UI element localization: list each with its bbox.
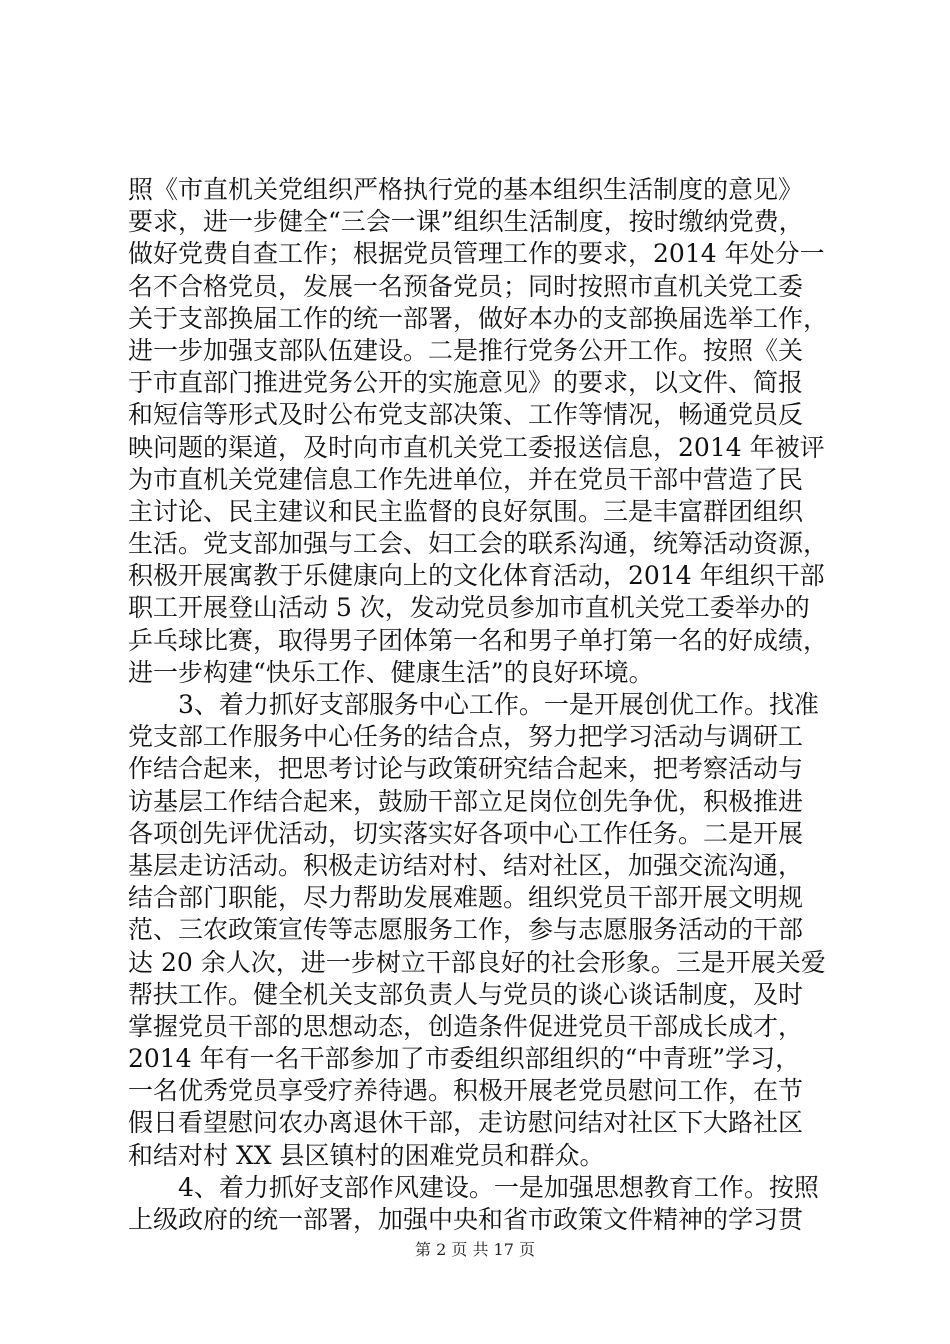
text-line: 名不合格党员，发展一名预备党员；同时按照市直机关党工委	[128, 271, 804, 301]
text-line: 为市直机关党建信息工作先进单位，并在党员干部中营造了民	[128, 464, 804, 494]
body-text	[128, 174, 840, 1236]
text-line: 做好党费自查工作；根据党员管理工作的要求，2014 年处分一	[128, 239, 825, 269]
text-line: 主讨论、民主建议和民主监督的良好氛围。三是丰富群团组织	[128, 496, 804, 526]
page-number-label: 第 2 页 共 17 页	[415, 1240, 535, 1259]
text-line: 和短信等形式及时公布党支部决策、工作等情况，畅通党员反	[128, 400, 804, 430]
text-line: 帮扶工作。健全机关支部负责人与党员的谈心谈话制度，及时	[128, 979, 804, 1009]
text-line: 党支部工作服务中心任务的结合点，努力把学习活动与调研工	[128, 722, 804, 752]
text-line: 要求，进一步健全“三会一课”组织生活制度，按时缴纳党费，	[128, 207, 804, 237]
text-line: 积极开展寓教于乐健康向上的文化体育活动，2014 年组织干部	[128, 561, 825, 591]
text-line: 基层走访活动。积极走访结对村、结对社区，加强交流沟通，	[128, 850, 804, 880]
text-line: 和结对村 XX 县区镇村的困难党员和群众。	[128, 1140, 605, 1170]
text-line: 假日看望慰问农办离退休干部，走访慰问结对社区下大路社区	[128, 1108, 804, 1138]
text-line: 乒乓球比赛，取得男子团体第一名和男子单打第一名的好成绩，	[128, 625, 829, 655]
text-line: 生活。党支部加强与工会、妇工会的联系沟通，统筹活动资源，	[128, 529, 829, 559]
text-line: 3、着力抓好支部服务中心工作。一是开展创优工作。找准	[128, 690, 819, 719]
text-line: 掌握党员干部的思想动态，创造条件促进党员干部成长成才，	[128, 1011, 804, 1041]
text-line: 达 20 余人次，进一步树立干部良好的社会形象。三是开展关爱	[128, 947, 826, 977]
text-line: 访基层工作结合起来，鼓励干部立足岗位创先争优，积极推进	[128, 786, 804, 816]
text-line: 上级政府的统一部署，加强中央和省市政策文件精神的学习贯	[128, 1205, 804, 1234]
text-line: 进一步构建“快乐工作、健康生活”的良好环境。	[128, 657, 654, 687]
text-line: 关于支部换届工作的统一部署，做好本办的支部换届选举工作，	[128, 303, 829, 333]
text-line: 范、三农政策宣传等志愿服务工作，参与志愿服务活动的干部	[128, 915, 804, 945]
text-line: 各项创先评优活动，切实落实好各项中心工作任务。二是开展	[128, 818, 804, 848]
text-line: 一名优秀党员享受疗养待遇。积极开展老党员慰问工作，在节	[128, 1076, 804, 1106]
text-line: 2014 年有一名干部参加了市委组织部组织的“中青班”学习，	[128, 1044, 801, 1074]
text-line: 于市直部门推进党务公开的实施意见》的要求，以文件、简报	[128, 368, 804, 398]
text-line: 职工开展登山活动 5 次，发动党员参加市直机关党工委举办的	[128, 593, 810, 623]
text-line: 进一步加强支部队伍建设。二是推行党务公开工作。按照《关	[128, 335, 804, 365]
text-line: 照《市直机关党组织严格执行党的基本组织生活制度的意见》	[128, 175, 804, 204]
text-line: 结合部门职能，尽力帮助发展难题。组织党员干部开展文明规	[128, 883, 804, 913]
text-line: 映问题的渠道，及时向市直机关党工委报送信息，2014 年被评	[128, 432, 825, 462]
text-line: 4、着力抓好支部作风建设。一是加强思想教育工作。按照	[128, 1172, 819, 1202]
text-line: 作结合起来，把思考讨论与政策研究结合起来，把考察活动与	[128, 754, 804, 784]
page-footer	[0, 1238, 950, 1262]
